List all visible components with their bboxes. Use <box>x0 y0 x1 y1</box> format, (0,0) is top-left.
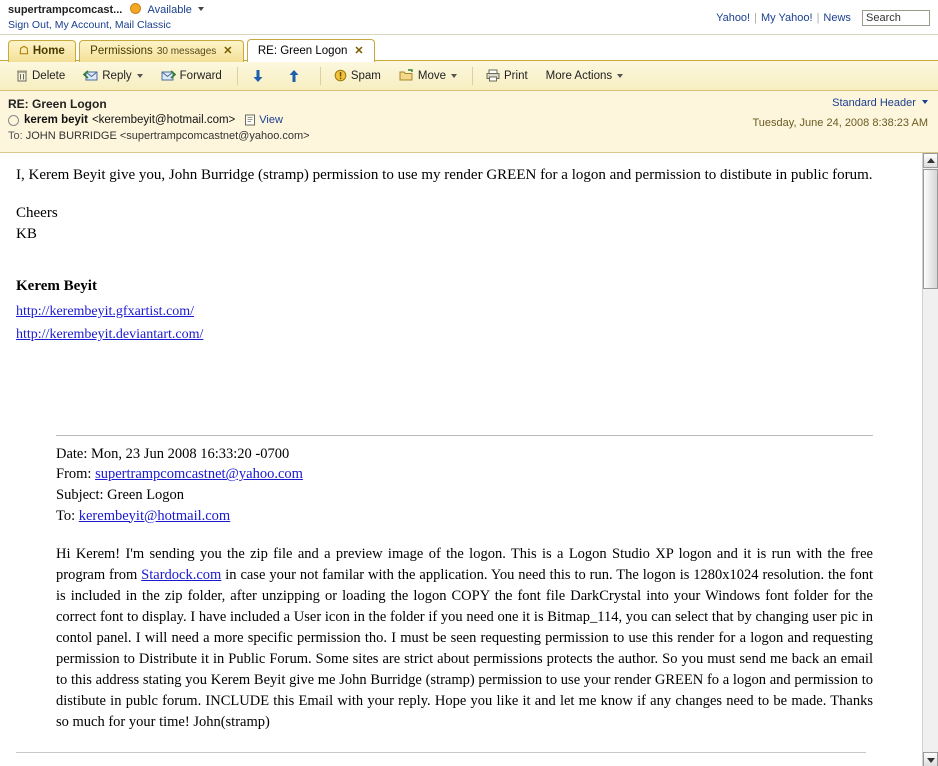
stardock-link[interactable]: Stardock.com <box>141 567 222 584</box>
print-label: Print <box>504 69 528 82</box>
quoted-to-label: To: <box>56 507 76 524</box>
account-username: supertrampcomcast... <box>8 4 123 16</box>
toolbar-divider <box>320 67 321 85</box>
chevron-down-icon <box>922 100 928 104</box>
previous-message-button[interactable] <box>279 64 313 88</box>
reply-label: Reply <box>102 69 132 82</box>
quoted-subject-row <box>56 485 873 506</box>
chevron-down-icon[interactable] <box>198 7 204 11</box>
quoted-text-part1: Hi Kerem! I'm sending you the zip file and a preview image of the logon. This is a Logon Studio XP logon and it is run with the free program from <box>56 546 873 584</box>
reply-button[interactable] <box>75 64 150 88</box>
signature-link-deviantart[interactable]: http://kerembeyit.deviantart.com/ <box>16 326 204 342</box>
folder-icon <box>399 69 414 82</box>
quoted-message <box>56 435 873 733</box>
message-body <box>0 153 922 766</box>
to-value: JOHN BURRIDGE <supertrampcomcastnet@yahoo.com> <box>25 130 310 143</box>
forward-label: Forward <box>179 69 222 82</box>
body-intro: I, Kerem Beyit give you, John Burridge (stramp) permission to use my render GREEN for a logon and permission to distibute in public forum. <box>16 167 873 183</box>
body-cheers: Cheers <box>16 205 58 222</box>
trash-icon <box>16 69 28 82</box>
spam-label: Spam <box>350 69 381 82</box>
spacer <box>16 262 908 276</box>
quoted-subject-label: Subject: <box>56 486 104 503</box>
sender-email[interactable]: <kerembeyit@hotmail.com> <box>91 114 236 127</box>
message-body-area <box>0 153 938 766</box>
arrow-down-icon <box>251 69 265 83</box>
reply-icon <box>83 69 98 82</box>
nav-my-yahoo[interactable]: My Yahoo! <box>760 11 813 24</box>
tab-bar <box>0 35 938 61</box>
mail-classic-link[interactable]: Mail Classic <box>114 19 171 31</box>
message-toolbar <box>0 61 938 91</box>
quoted-body-text <box>56 544 873 733</box>
sender-name[interactable]: kerem beyit <box>24 114 88 127</box>
tab-home[interactable] <box>8 40 76 62</box>
close-icon[interactable]: ✕ <box>354 45 364 57</box>
account-bar <box>0 0 938 35</box>
spacer <box>16 185 908 203</box>
spacer <box>16 244 908 262</box>
arrow-up-icon <box>287 69 301 83</box>
arrow-down-icon <box>927 758 935 763</box>
quoted-to-row <box>56 506 873 527</box>
nav-news[interactable]: News <box>823 11 851 24</box>
message-header <box>0 91 938 153</box>
home-icon: ☖ <box>19 45 29 57</box>
scrollbar-thumb[interactable] <box>923 169 938 289</box>
vertical-scrollbar[interactable] <box>922 153 938 766</box>
toolbar-divider <box>237 67 238 85</box>
quoted-date-label: Date: <box>56 445 88 462</box>
quoted-to-value[interactable]: kerembeyit@hotmail.com <box>78 507 231 524</box>
to-label: To: <box>8 130 23 143</box>
chevron-down-icon[interactable] <box>617 74 623 78</box>
move-button[interactable] <box>391 64 465 88</box>
toolbar-divider <box>472 67 473 85</box>
presence-unknown-icon <box>8 115 19 126</box>
global-nav: Yahoo! | My Yahoo! | News Search <box>716 10 930 26</box>
view-label: View <box>259 114 283 127</box>
signature-name: Kerem Beyit <box>16 277 97 294</box>
my-account-link[interactable]: My Account <box>54 19 109 31</box>
account-username-row <box>8 3 204 17</box>
tab-permissions-label: Permissions <box>90 45 153 57</box>
chevron-down-icon[interactable] <box>451 74 457 78</box>
delete-button[interactable] <box>8 64 73 88</box>
delete-label: Delete <box>32 69 66 82</box>
print-button[interactable] <box>478 64 536 88</box>
quoted-subject-value: Green Logon <box>107 486 185 503</box>
quoted-from-row <box>56 464 873 485</box>
message-subject: RE: Green Logon <box>8 97 107 111</box>
attachment-icon <box>244 114 256 126</box>
search-input[interactable]: Search <box>862 10 930 26</box>
account-info <box>8 3 204 32</box>
message-recipient-row <box>8 130 930 142</box>
tab-re-green-logon-label: RE: Green Logon <box>257 45 348 57</box>
printer-icon <box>486 69 500 82</box>
tab-permissions-count: 30 messages <box>156 46 217 57</box>
quoted-from-label: From: <box>56 466 92 483</box>
header-mode-selector[interactable] <box>832 97 928 109</box>
tab-home-label: Home <box>32 45 65 57</box>
nav-yahoo[interactable]: Yahoo! <box>716 11 751 24</box>
view-attachment-link[interactable] <box>244 114 283 126</box>
scroll-up-button[interactable] <box>923 153 938 168</box>
forward-icon <box>161 69 176 82</box>
message-date: Tuesday, June 24, 2008 8:38:23 AM <box>752 117 928 129</box>
spam-button[interactable] <box>326 64 389 88</box>
quoted-date-row <box>56 444 873 465</box>
chevron-down-icon[interactable] <box>137 74 143 78</box>
account-links: Sign Out, My Account, Mail Classic <box>8 19 171 31</box>
presence-status[interactable]: Available <box>147 4 192 16</box>
forward-button[interactable] <box>153 64 230 88</box>
presence-dot-icon <box>130 3 141 14</box>
close-icon[interactable]: ✕ <box>223 45 233 57</box>
spam-icon <box>334 69 347 82</box>
more-actions-button[interactable] <box>538 64 631 88</box>
signature-link-gfxartist[interactable]: http://kerembeyit.gfxartist.com/ <box>16 304 195 319</box>
scroll-down-button[interactable] <box>923 752 938 766</box>
arrow-up-icon <box>927 158 935 163</box>
quoted-text-part2: in case your not familar with the application. You need this to run. The logon is 1280x1024 resolution. the font is included in the zip folder, after unzipping or loading the logon COPY the font file DarkCrystal into your Windows font folder for the correct font to display. I have included a User icon in the folder if you need one it is Bitmap_114, you can select that by changing user pic in contol panel. I will need a more specific permission tho. I must be seen requesting permission to use this render for a logon and requesting permission to Distribute it in Public Forum. Some sites are strict about permissions protects the author. So you must send me back an email to this address stating you Kerem Beyit give me John Burridge (stramp) permission to use your render GREEN fo a logon and permission to distibute in publc forum. INCLUDE this Email with your reply. Hope you like it and let me know if any changes need to be made. Thanks so much for your time! John(stramp) <box>56 567 874 731</box>
body-initials: KB <box>16 225 37 242</box>
quoted-date-value: Mon, 23 Jun 2008 16:33:20 -0700 <box>91 445 290 462</box>
tab-re-green-logon[interactable] <box>247 39 375 62</box>
sign-out-link[interactable]: Sign Out <box>8 19 49 31</box>
tab-permissions[interactable] <box>79 40 243 62</box>
body-divider <box>16 752 866 753</box>
more-actions-label: More Actions <box>545 69 613 82</box>
header-mode-label: Standard Header <box>832 97 916 109</box>
quoted-from-value[interactable]: supertrampcomcastnet@yahoo.com <box>95 466 303 483</box>
move-label: Move <box>417 69 447 82</box>
next-message-button[interactable] <box>243 64 277 88</box>
